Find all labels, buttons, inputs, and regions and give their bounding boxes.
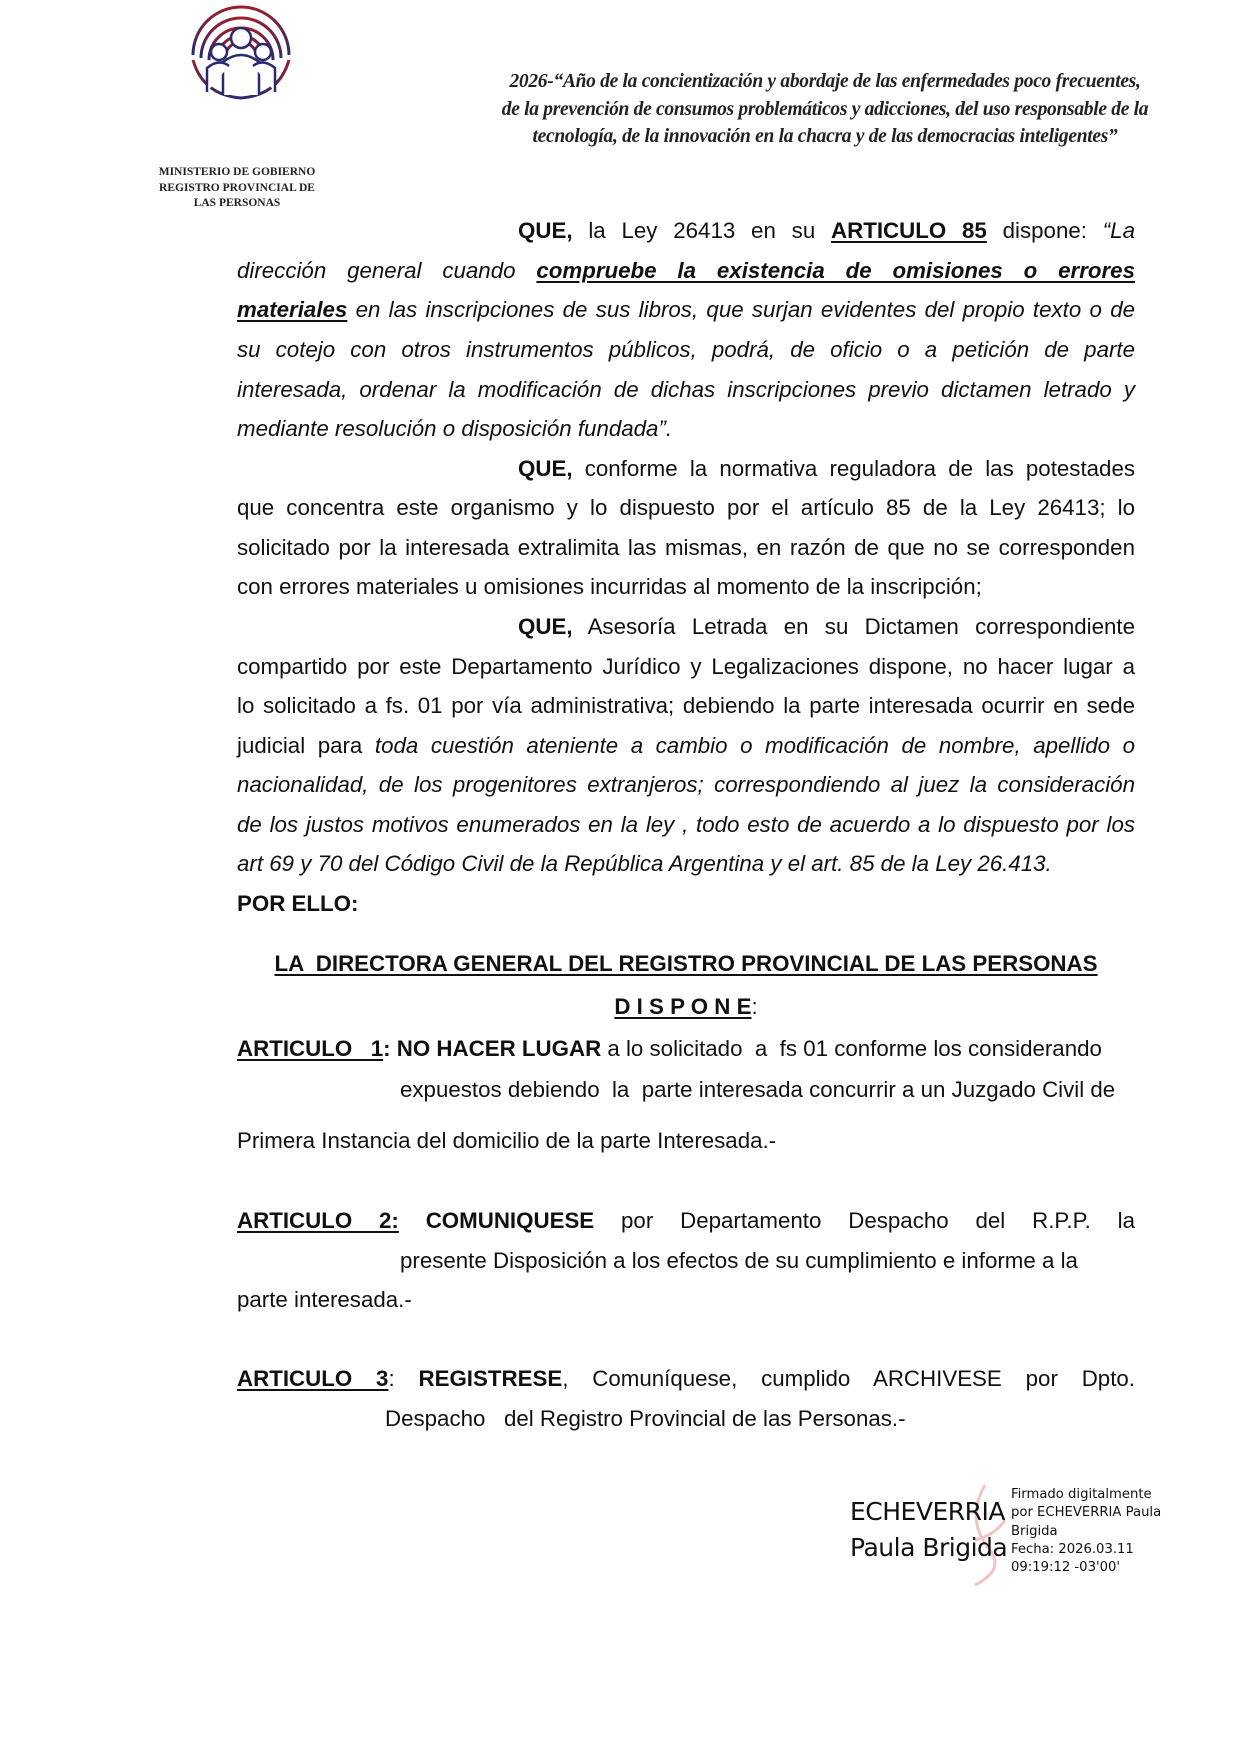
body-line	[237, 1365, 1135, 1393]
body-line	[237, 376, 1135, 404]
text-segment: en las inscripciones de sus libros, que surjan evidentes del propio texto o de	[347, 297, 1135, 322]
text-segment: COMUNIQUESE	[398, 1208, 595, 1233]
text-segment: art 69 y 70 del Código Civil de la República Argentina y el art. 85 de la Ley 26.413.	[237, 851, 1052, 876]
signature-info-line: Fecha: 2026.03.11	[1011, 1541, 1134, 1557]
text-segment: dirección general cuando	[237, 258, 537, 283]
body-line	[237, 771, 1135, 799]
text-segment: la Ley 26413 en su	[572, 218, 832, 243]
text-segment: :	[388, 1366, 419, 1391]
text-segment: D I S P O N E	[614, 994, 752, 1019]
text-segment: conforme la normativa reguladora de las potestades	[572, 456, 1135, 481]
text-segment: mediante resolución o disposición fundada”.	[237, 416, 673, 441]
text-segment: ARTICULO 85	[831, 218, 987, 243]
body-line	[237, 950, 1135, 978]
text-segment: interesada, ordenar la modificación de dichas inscripciones previo dictamen letrado y	[237, 377, 1135, 402]
body-line	[237, 993, 1135, 1021]
body-line	[237, 732, 1135, 760]
motto-line: 2026-“Año de la concientización y abordaje de las enfermedades poco frecuentes,	[509, 71, 1141, 92]
signer-name	[850, 1494, 1007, 1566]
body-line	[237, 850, 1135, 878]
body-line	[237, 1286, 1135, 1314]
text-segment: compruebe la existencia de omisiones o errores	[536, 258, 1135, 283]
text-segment: que concentra este organismo y lo dispuesto por el artículo 85 de la Ley 26413; lo	[237, 495, 1135, 520]
ministry-line: MINISTERIO DE GOBIERNO	[158, 166, 316, 178]
text-segment: “La	[1102, 218, 1135, 243]
signer-name-line: ECHEVERRIA	[850, 1497, 1005, 1526]
text-segment: QUE,	[518, 218, 573, 243]
text-segment: Despacho del Registro Provincial de las Personas.-	[385, 1406, 906, 1431]
body-line	[237, 653, 1135, 681]
text-segment: compartido por este Departamento Jurídico y Legalizaciones dispone, no hacer lugar a	[237, 654, 1135, 679]
text-segment: : NO HACER LUGAR	[383, 1036, 602, 1061]
body-line	[237, 1207, 1135, 1235]
text-segment: QUE,	[518, 456, 573, 481]
body-line	[237, 890, 1135, 918]
ministry-label	[137, 165, 337, 212]
text-segment: POR ELLO:	[237, 891, 359, 916]
text-segment: judicial para	[237, 733, 375, 758]
text-segment: ARTICULO 2:	[237, 1208, 399, 1233]
body-line	[237, 494, 1135, 522]
text-segment: su cotejo con otros instrumentos públicos, podrá, de oficio o a petición de parte	[237, 337, 1135, 362]
ministry-line: LAS PERSONAS	[193, 197, 281, 209]
text-segment: QUE,	[518, 614, 573, 639]
body-line	[518, 613, 1135, 641]
body-line	[400, 1076, 1135, 1104]
body-line	[237, 1127, 1135, 1155]
body-line	[237, 534, 1135, 562]
text-segment: materiales	[237, 297, 348, 322]
digital-signature-info	[1011, 1486, 1161, 1577]
body-line	[237, 573, 1135, 601]
text-segment: , Comuníquese, cumplido ARCHIVESE por Dpto.	[562, 1366, 1135, 1391]
text-segment: presente Disposición a los efectos de su cumplimiento e informe a la	[400, 1248, 1078, 1273]
signature-info-line: Firmado digitalmente	[1011, 1487, 1152, 1502]
motto-line: tecnología, de la innovación en la chacra y de las democracias inteligentes”	[532, 126, 1118, 147]
text-segment: a lo solicitado a fs 01 conforme los considerando	[601, 1036, 1102, 1061]
year-motto	[440, 68, 1210, 151]
body-line	[237, 692, 1135, 720]
signature-info-line: Brigida	[1011, 1523, 1058, 1539]
body-line	[518, 455, 1135, 483]
text-segment: Primera Instancia del domicilio de la parte Interesada.-	[237, 1128, 777, 1153]
text-segment: LA DIRECTORA GENERAL DEL REGISTRO PROVINCIAL DE LAS PERSONAS	[274, 951, 1098, 976]
signature-info-line: 09:19:12 -03'00'	[1011, 1560, 1120, 1576]
text-segment: nacionalidad, de los progenitores extranjeros; correspondiendo al juez la consideración	[237, 772, 1135, 797]
text-segment: por Departamento Despacho del R.P.P. la	[594, 1208, 1135, 1233]
text-segment: lo solicitado a fs. 01 por vía administrativa; debiendo la parte interesada ocurrir en sede	[237, 693, 1135, 718]
text-segment: dispone:	[986, 218, 1103, 243]
text-segment: expuestos debiendo la parte interesada concurrir a un Juzgado Civil de	[400, 1077, 1116, 1102]
motto-line: de la prevención de consumos problemáticos y adicciones, del uso responsable de la	[501, 98, 1149, 120]
text-segment: ARTICULO 3	[237, 1366, 389, 1391]
text-segment: parte interesada.-	[237, 1287, 412, 1312]
ministry-line: REGISTRO PROVINCIAL DE	[159, 181, 315, 194]
text-segment: Asesoría Letrada en su Dictamen correspondiente	[572, 614, 1135, 639]
signer-name-line: Paula Brigida	[850, 1533, 1008, 1562]
text-segment: de los justos motivos enumerados en la ley , todo esto de acuerdo a lo dispuesto por los	[237, 812, 1135, 837]
text-segment: con errores materiales u omisiones incurridas al momento de la inscripción;	[237, 574, 982, 599]
body-line	[385, 1405, 1135, 1433]
body-line	[237, 257, 1135, 285]
text-segment: :	[751, 994, 758, 1019]
signature-info-line: por ECHEVERRIA Paula	[1011, 1505, 1162, 1521]
text-segment: ARTICULO 1	[237, 1036, 384, 1061]
body-line	[237, 415, 1135, 443]
body-line	[237, 336, 1135, 364]
registry-logo-fingerprint-icon	[183, 0, 299, 100]
body-line	[518, 217, 1135, 245]
body-line	[237, 1035, 1167, 1063]
body-line	[237, 296, 1135, 324]
body-line	[237, 811, 1135, 839]
text-segment: solicitado por la interesada extralimita las mismas, en razón de que no se corresponden	[237, 535, 1135, 560]
text-segment: REGISTRESE	[418, 1366, 563, 1391]
text-segment: toda cuestión ateniente a cambio o modificación de nombre, apellido o	[374, 733, 1135, 758]
body-line	[400, 1247, 1135, 1275]
